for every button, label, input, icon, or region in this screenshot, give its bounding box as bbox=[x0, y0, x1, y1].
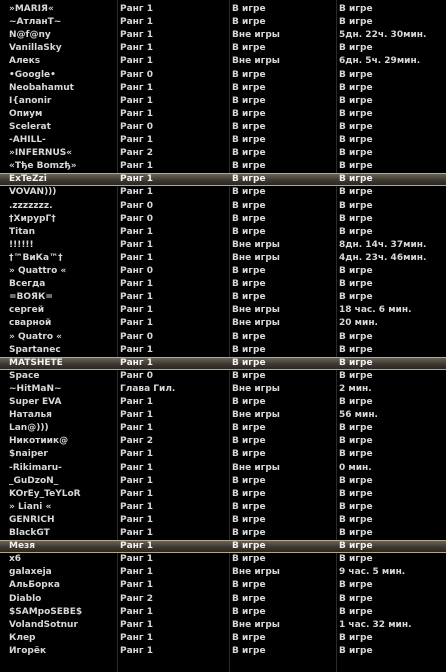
member-status: В игре bbox=[232, 436, 266, 447]
member-name: Мезя bbox=[9, 541, 36, 552]
member-name: ~АтланТ~ bbox=[9, 17, 62, 28]
member-name: х6 bbox=[9, 554, 22, 565]
member-name: » Quatro « bbox=[9, 331, 62, 342]
member-rank: Ранг 1 bbox=[120, 449, 153, 460]
member-last-seen: В игре bbox=[339, 593, 373, 604]
member-status: В игре bbox=[232, 645, 266, 656]
member-last-seen: В игре bbox=[339, 514, 373, 525]
member-row[interactable] bbox=[0, 593, 446, 606]
member-rank: Ранг 1 bbox=[120, 161, 153, 172]
member-last-seen: 20 мин. bbox=[339, 318, 378, 329]
member-row[interactable] bbox=[0, 566, 446, 579]
member-rank: Ранг 1 bbox=[120, 174, 153, 185]
member-row[interactable] bbox=[0, 252, 446, 265]
member-status: Вне игры bbox=[232, 567, 280, 578]
member-last-seen: В игре bbox=[339, 43, 373, 54]
member-name: Diablo bbox=[9, 593, 42, 604]
member-row[interactable] bbox=[0, 527, 446, 540]
member-row[interactable] bbox=[0, 409, 446, 422]
member-name: BlackGT bbox=[9, 528, 50, 538]
member-row[interactable] bbox=[0, 226, 446, 239]
member-name: _GuDzoN_ bbox=[9, 475, 59, 486]
member-rank: Ранг 1 bbox=[120, 645, 153, 656]
member-status: В игре bbox=[232, 174, 266, 185]
member-rank: Ранг 1 bbox=[120, 541, 153, 552]
member-last-seen: В игре bbox=[339, 82, 373, 93]
member-status: В игре bbox=[232, 475, 266, 486]
member-name: Игорёк bbox=[9, 645, 47, 656]
member-row[interactable] bbox=[0, 435, 446, 448]
member-last-seen: В игре bbox=[339, 135, 373, 145]
member-last-seen: В игре bbox=[339, 606, 373, 617]
member-status: В игре bbox=[232, 187, 266, 198]
member-rank: Ранг 1 bbox=[120, 239, 153, 250]
member-rank: Ранг 1 bbox=[120, 318, 153, 329]
member-last-seen: 9 час. 5 мин. bbox=[339, 567, 406, 578]
member-name: .zzzzzzz. bbox=[9, 200, 53, 211]
member-name: »INFERNUS« bbox=[9, 148, 73, 159]
member-row[interactable] bbox=[0, 579, 446, 592]
member-rank: Ранг 1 bbox=[120, 252, 153, 263]
member-rank: Ранг 1 bbox=[120, 305, 153, 316]
member-status: В игре bbox=[232, 17, 266, 28]
member-rank: Ранг 1 bbox=[120, 95, 153, 106]
member-last-seen: В игре bbox=[339, 226, 373, 237]
member-name: сварной bbox=[9, 318, 52, 329]
member-last-seen: В игре bbox=[339, 161, 373, 172]
member-rank: Ранг 1 bbox=[120, 462, 153, 473]
member-rank: Ранг 1 bbox=[120, 17, 153, 28]
member-status: В игре bbox=[232, 95, 266, 106]
member-last-seen: В игре bbox=[339, 357, 373, 368]
member-status: Вне игры bbox=[232, 56, 280, 67]
member-row[interactable] bbox=[0, 278, 446, 291]
member-name: Никотиик@ bbox=[9, 436, 69, 447]
member-name: Neobahamut bbox=[9, 82, 74, 93]
member-status: В игре bbox=[232, 606, 266, 617]
member-last-seen: В игре bbox=[339, 266, 373, 276]
member-last-seen: В игре bbox=[339, 580, 373, 591]
member-name: •Google• bbox=[9, 69, 56, 80]
member-status: В игре bbox=[232, 108, 266, 119]
member-last-seen: В игре bbox=[339, 148, 373, 159]
member-name: VanillaSky bbox=[9, 43, 62, 54]
member-status: В игре bbox=[232, 331, 266, 342]
member-rank: Ранг 1 bbox=[120, 514, 153, 525]
member-last-seen: В игре bbox=[339, 528, 373, 538]
member-row[interactable] bbox=[0, 200, 446, 213]
member-last-seen: В игре bbox=[339, 344, 373, 355]
member-status: В игре bbox=[232, 488, 266, 499]
member-row[interactable] bbox=[0, 514, 446, 527]
member-rank: Ранг 1 bbox=[120, 632, 153, 643]
member-status: В игре bbox=[232, 69, 266, 80]
member-last-seen: В игре bbox=[339, 17, 373, 28]
member-status: В игре bbox=[232, 541, 266, 552]
member-name: Space bbox=[9, 370, 40, 381]
member-name: » Liani « bbox=[9, 501, 52, 512]
member-rank: Ранг 0 bbox=[120, 121, 153, 132]
member-row[interactable] bbox=[0, 134, 446, 147]
member-rank: Ранг 1 bbox=[120, 488, 153, 499]
member-status: В игре bbox=[232, 43, 266, 54]
member-last-seen: 8дн. 14ч. 37мин. bbox=[339, 239, 427, 250]
member-status: В игре bbox=[232, 357, 266, 368]
member-rank: Ранг 1 bbox=[120, 4, 153, 14]
member-rank: Ранг 1 bbox=[120, 82, 153, 93]
member-name: MATSHETE bbox=[9, 357, 63, 368]
member-row[interactable] bbox=[0, 632, 446, 645]
member-name: »MARIЯ« bbox=[9, 4, 54, 14]
member-status: В игре bbox=[232, 514, 266, 525]
member-status: В игре bbox=[232, 4, 266, 14]
member-last-seen: 6дн. 5ч. 29мин. bbox=[339, 56, 421, 67]
member-last-seen: В игре bbox=[339, 200, 373, 211]
member-last-seen: В игре bbox=[339, 108, 373, 119]
member-name: I{anonir bbox=[9, 95, 52, 106]
member-name: » Quattro « bbox=[9, 266, 67, 276]
member-name: Spartanec bbox=[9, 344, 61, 355]
member-name: Super EVA bbox=[9, 397, 62, 407]
member-row[interactable] bbox=[0, 344, 446, 357]
member-rank: Ранг 1 bbox=[120, 56, 153, 67]
member-name: †™ВиКа™† bbox=[9, 252, 63, 263]
member-name: Алекs bbox=[9, 56, 41, 67]
member-status: В игре bbox=[232, 135, 266, 145]
member-row[interactable] bbox=[0, 370, 446, 383]
member-status: В игре bbox=[232, 632, 266, 643]
member-last-seen: В игре bbox=[339, 292, 373, 303]
member-status: В игре bbox=[232, 161, 266, 172]
member-last-seen: В игре bbox=[339, 95, 373, 106]
member-name: Наталья bbox=[9, 410, 52, 421]
member-last-seen: В игре bbox=[339, 370, 373, 381]
member-status: В игре bbox=[232, 423, 266, 434]
member-rank: Ранг 1 bbox=[120, 619, 153, 630]
member-name: Scelerat bbox=[9, 121, 51, 132]
member-status: Вне игры bbox=[232, 410, 280, 421]
member-last-seen: 5дн. 22ч. 30мин. bbox=[339, 30, 427, 41]
member-name: †ХирурГ† bbox=[9, 213, 56, 224]
member-status: Вне игры bbox=[232, 619, 280, 630]
member-rank: Ранг 0 bbox=[120, 69, 153, 80]
member-name: $naiper bbox=[9, 449, 48, 460]
member-row[interactable] bbox=[0, 213, 446, 226]
member-rank: Ранг 2 bbox=[120, 593, 153, 604]
member-row[interactable] bbox=[0, 317, 446, 330]
member-row[interactable] bbox=[0, 186, 446, 199]
member-row[interactable] bbox=[0, 173, 446, 186]
member-rank: Ранг 1 bbox=[120, 580, 153, 591]
member-rank: Ранг 1 bbox=[120, 357, 153, 368]
member-last-seen: В игре bbox=[339, 4, 373, 14]
member-rank: Ранг 2 bbox=[120, 436, 153, 447]
member-row[interactable] bbox=[0, 501, 446, 514]
member-row[interactable] bbox=[0, 606, 446, 619]
member-status: Вне игры bbox=[232, 462, 280, 473]
member-last-seen: В игре bbox=[339, 279, 373, 290]
member-rank: Ранг 1 bbox=[120, 501, 153, 512]
member-status: Вне игры bbox=[232, 383, 280, 394]
member-name: АльБорка bbox=[9, 580, 60, 591]
member-name: -Rikimaru- bbox=[9, 462, 62, 473]
member-status: В игре bbox=[232, 279, 266, 290]
member-row[interactable] bbox=[0, 3, 446, 16]
member-status: В игре bbox=[232, 148, 266, 159]
member-name: =ВОЯК= bbox=[9, 292, 53, 303]
member-row[interactable] bbox=[0, 357, 446, 370]
member-last-seen: В игре bbox=[339, 632, 373, 643]
member-rank: Глава Гил. bbox=[120, 383, 176, 394]
member-rank: Ранг 1 bbox=[120, 344, 153, 355]
member-last-seen: 56 мин. bbox=[339, 410, 378, 421]
member-rank: Ранг 0 bbox=[120, 266, 153, 276]
member-row[interactable] bbox=[0, 265, 446, 278]
member-last-seen: В игре bbox=[339, 213, 373, 224]
member-name: !!!!!! bbox=[9, 239, 34, 250]
member-status: В игре bbox=[232, 226, 266, 237]
member-last-seen: В игре bbox=[339, 331, 373, 342]
member-row[interactable] bbox=[0, 16, 446, 29]
member-rank: Ранг 0 bbox=[120, 331, 153, 342]
member-rank: Ранг 0 bbox=[120, 370, 153, 381]
member-last-seen: В игре bbox=[339, 541, 373, 552]
member-row[interactable] bbox=[0, 619, 446, 632]
member-rank: Ранг 1 bbox=[120, 292, 153, 303]
member-status: Вне игры bbox=[232, 318, 280, 329]
member-rank: Ранг 1 bbox=[120, 135, 153, 145]
member-status: В игре bbox=[232, 292, 266, 303]
member-status: В игре bbox=[232, 501, 266, 512]
member-status: В игре bbox=[232, 213, 266, 224]
member-row[interactable] bbox=[0, 147, 446, 160]
member-row[interactable] bbox=[0, 29, 446, 42]
member-last-seen: В игре bbox=[339, 501, 373, 512]
member-name: -AHILL- bbox=[9, 135, 46, 145]
member-rank: Ранг 1 bbox=[120, 423, 153, 434]
member-row[interactable] bbox=[0, 448, 446, 461]
member-row[interactable] bbox=[0, 55, 446, 68]
member-status: В игре bbox=[232, 449, 266, 460]
member-status: Вне игры bbox=[232, 30, 280, 41]
member-name: Клер bbox=[9, 632, 36, 643]
member-row[interactable] bbox=[0, 383, 446, 396]
member-name: ~HitMaN~ bbox=[9, 383, 62, 394]
member-row[interactable] bbox=[0, 462, 446, 475]
member-last-seen: В игре bbox=[339, 69, 373, 80]
member-last-seen: 0 мин. bbox=[339, 462, 372, 473]
member-last-seen: В игре bbox=[339, 187, 373, 198]
member-row[interactable] bbox=[0, 331, 446, 344]
member-row[interactable] bbox=[0, 304, 446, 317]
member-last-seen: В игре bbox=[339, 554, 373, 565]
member-rank: Ранг 1 bbox=[120, 397, 153, 407]
member-status: В игре bbox=[232, 593, 266, 604]
member-status: В игре bbox=[232, 200, 266, 211]
member-last-seen: В игре bbox=[339, 121, 373, 132]
member-rank: Ранг 2 bbox=[120, 148, 153, 159]
member-last-seen: 2 мин. bbox=[339, 383, 372, 394]
member-name: $SAMpoSEBE$ bbox=[9, 606, 83, 617]
member-last-seen: В игре bbox=[339, 449, 373, 460]
member-row[interactable] bbox=[0, 291, 446, 304]
member-rank: Ранг 1 bbox=[120, 43, 153, 54]
member-last-seen: В игре bbox=[339, 423, 373, 434]
member-name: galaxeja bbox=[9, 567, 52, 578]
member-row[interactable] bbox=[0, 422, 446, 435]
member-name: VolandSotnur bbox=[9, 619, 78, 630]
member-rank: Ранг 1 bbox=[120, 226, 153, 237]
member-status: В игре bbox=[232, 554, 266, 565]
member-name: KOrEy_TeYLoR bbox=[9, 488, 81, 499]
member-status: В игре bbox=[232, 121, 266, 132]
member-row[interactable] bbox=[0, 540, 446, 553]
member-rank: Ранг 1 bbox=[120, 30, 153, 41]
member-rank: Ранг 1 bbox=[120, 187, 153, 198]
member-name: Titan bbox=[9, 226, 36, 237]
member-name: ExTeZzi bbox=[9, 174, 47, 185]
member-rank: Ранг 0 bbox=[120, 213, 153, 224]
member-name: GENRICH bbox=[9, 514, 55, 525]
member-status: В игре bbox=[232, 82, 266, 93]
member-rank: Ранг 1 bbox=[120, 567, 153, 578]
member-rank: Ранг 1 bbox=[120, 108, 153, 119]
member-row[interactable] bbox=[0, 69, 446, 82]
member-name: Lan@))) bbox=[9, 423, 49, 434]
member-status: Вне игры bbox=[232, 239, 280, 250]
member-row[interactable] bbox=[0, 553, 446, 566]
member-status: В игре bbox=[232, 370, 266, 381]
member-last-seen: В игре bbox=[339, 436, 373, 447]
member-row[interactable] bbox=[0, 108, 446, 121]
member-rank: Ранг 1 bbox=[120, 410, 153, 421]
member-last-seen: 18 час. 6 мин. bbox=[339, 305, 412, 316]
member-rank: Ранг 1 bbox=[120, 475, 153, 486]
member-status: В игре bbox=[232, 397, 266, 407]
member-name: N@f@ny bbox=[9, 30, 51, 41]
member-rank: Ранг 1 bbox=[120, 528, 153, 538]
member-name: VOVAN))) bbox=[9, 187, 57, 198]
member-row[interactable] bbox=[0, 475, 446, 488]
member-row[interactable] bbox=[0, 488, 446, 501]
member-last-seen: В игре bbox=[339, 488, 373, 499]
member-last-seen: В игре bbox=[339, 174, 373, 185]
member-name: Всегда bbox=[9, 279, 46, 290]
member-last-seen: В игре bbox=[339, 397, 373, 407]
member-row[interactable] bbox=[0, 239, 446, 252]
member-row[interactable] bbox=[0, 95, 446, 108]
member-name: Опиум bbox=[9, 108, 43, 119]
member-name: «Tђe Bomzђ» bbox=[9, 161, 77, 172]
member-row[interactable] bbox=[0, 121, 446, 134]
member-row[interactable] bbox=[0, 42, 446, 55]
member-status: Вне игры bbox=[232, 305, 280, 316]
member-last-seen: 4дн. 23ч. 46мин. bbox=[339, 252, 427, 263]
member-row[interactable] bbox=[0, 396, 446, 409]
member-last-seen: 1 час. 32 мин. bbox=[339, 619, 412, 630]
member-row[interactable] bbox=[0, 160, 446, 173]
member-last-seen: В игре bbox=[339, 475, 373, 486]
member-rank: Ранг 1 bbox=[120, 554, 153, 565]
member-status: Вне игры bbox=[232, 252, 280, 263]
member-name: сергей bbox=[9, 305, 44, 316]
member-rank: Ранг 1 bbox=[120, 279, 153, 290]
member-status: В игре bbox=[232, 528, 266, 538]
member-status: В игре bbox=[232, 266, 266, 276]
member-status: В игре bbox=[232, 344, 266, 355]
member-row[interactable] bbox=[0, 82, 446, 95]
member-rank: Ранг 1 bbox=[120, 606, 153, 617]
member-rank: Ранг 0 bbox=[120, 200, 153, 211]
member-status: В игре bbox=[232, 580, 266, 591]
member-row[interactable] bbox=[0, 645, 446, 658]
member-last-seen: В игре bbox=[339, 645, 373, 656]
